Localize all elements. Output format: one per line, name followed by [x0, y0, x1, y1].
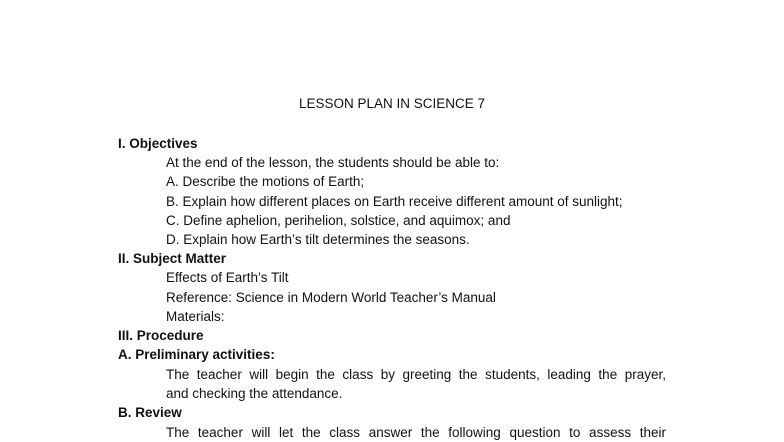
subject-materials: Materials: — [166, 309, 225, 324]
objective-item: B. Explain how different places on Earth receive different amount of sunlight; — [166, 194, 623, 209]
procedure-heading: III. Procedure — [118, 328, 204, 343]
objectives-intro: At the end of the lesson, the students should be able to: — [166, 155, 500, 170]
objective-item: A. Describe the motions of Earth; — [166, 174, 365, 189]
objective-item: D. Explain how Earth’s tilt determines the seasons. — [166, 232, 470, 247]
preliminary-text-line: The teacher will begin the class by greeting the students, leading the prayer, — [166, 367, 666, 382]
subject-topic: Effects of Earth’s Tilt — [166, 270, 289, 285]
objective-item: C. Define aphelion, perihelion, solstice, and aquimox; and — [166, 213, 511, 228]
objectives-heading: I. Objectives — [118, 136, 198, 151]
preliminary-heading: A. Preliminary activities: — [118, 347, 275, 362]
review-heading: B. Review — [118, 405, 182, 420]
page-title: LESSON PLAN IN SCIENCE 7 — [298, 96, 486, 111]
subject-matter-heading: II. Subject Matter — [118, 251, 227, 266]
preliminary-text-line: and checking the attendance. — [166, 386, 343, 401]
review-text-line: The teacher will let the class answer the following question to assess their — [166, 425, 666, 440]
subject-reference: Reference: Science in Modern World Teacher’s Manual — [166, 290, 496, 305]
